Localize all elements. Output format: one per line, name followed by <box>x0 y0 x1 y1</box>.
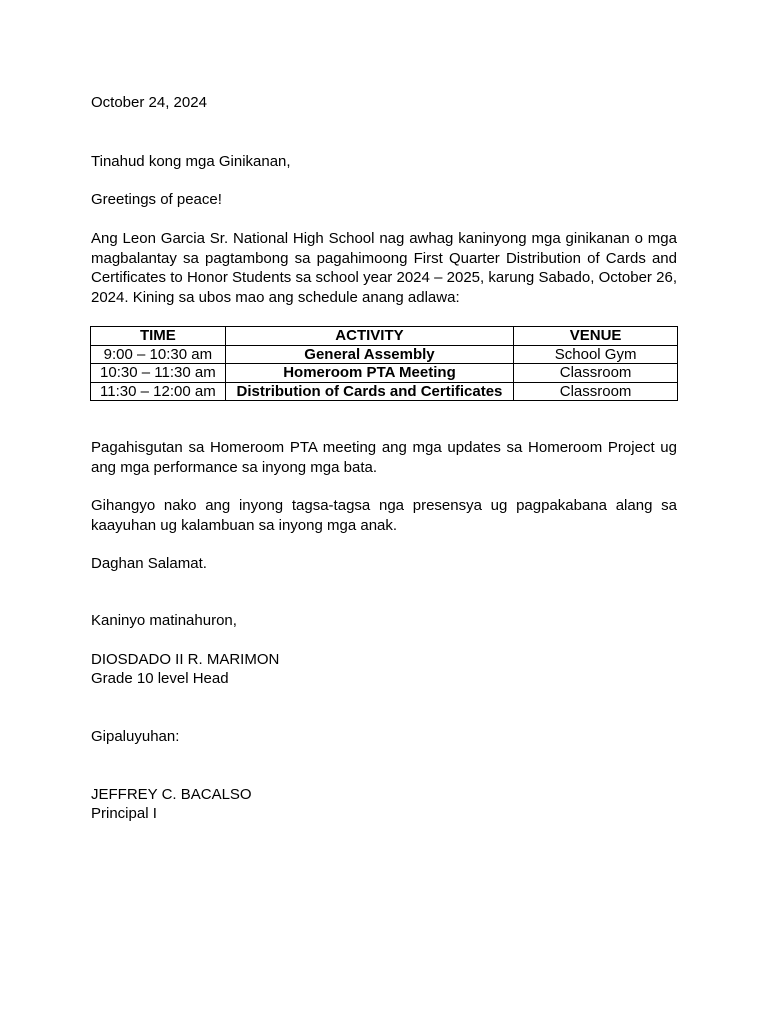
salutation: Tinahud kong mga Ginikanan, <box>91 153 291 170</box>
letter-date: October 24, 2024 <box>91 94 207 111</box>
row-time: 9:00 – 10:30 am <box>91 345 226 364</box>
row-activity: Homeroom PTA Meeting <box>225 364 513 383</box>
closing-line: Kaninyo matinahuron, <box>91 612 237 629</box>
row-venue: School Gym <box>514 345 678 364</box>
intro-paragraph: Ang Leon Garcia Sr. National High School nag awhag kaninyong mga ginikanan o mga magbalantay sa pagtambong sa pagahimoong First Quarter Distribution of Cards and Certificates to Honor Students sa school year 2024 – 2025, karung Sabado, October 26, 2024. Kining sa ubos mao ang schedule anang adlawa: <box>91 230 677 306</box>
row-time: 11:30 – 12:00 am <box>91 382 226 401</box>
row-venue: Classroom <box>514 364 678 383</box>
table-row <box>91 382 678 401</box>
row-venue: Classroom <box>514 382 678 401</box>
signatory-title: Grade 10 level Head <box>91 670 229 687</box>
schedule-table <box>90 326 678 401</box>
table-row <box>91 345 678 364</box>
approver-title: Principal I <box>91 805 157 822</box>
signatory-name: DIOSDADO II R. MARIMON <box>91 651 280 668</box>
row-time: 10:30 – 11:30 am <box>91 364 226 383</box>
header-time: TIME <box>91 327 226 346</box>
approver-name: JEFFREY C. BACALSO <box>91 786 252 803</box>
row-activity: Distribution of Cards and Certificates <box>225 382 513 401</box>
table-row <box>91 364 678 383</box>
greeting: Greetings of peace! <box>91 191 222 208</box>
schedule-header-row <box>91 327 678 346</box>
approval-label: Gipaluyuhan: <box>91 728 180 745</box>
header-activity: ACTIVITY <box>225 327 513 346</box>
thanks-line: Daghan Salamat. <box>91 555 207 572</box>
header-venue: VENUE <box>514 327 678 346</box>
row-activity: General Assembly <box>225 345 513 364</box>
presence-paragraph: Gihangyo nako ang inyong tagsa-tagsa nga presensya ug pagpakabana alang sa kaayuhan ug kalambuan sa inyong mga anak. <box>91 497 677 534</box>
pta-paragraph: Pagahisgutan sa Homeroom PTA meeting ang mga updates sa Homeroom Project ug ang mga performance sa inyong mga bata. <box>91 439 677 476</box>
